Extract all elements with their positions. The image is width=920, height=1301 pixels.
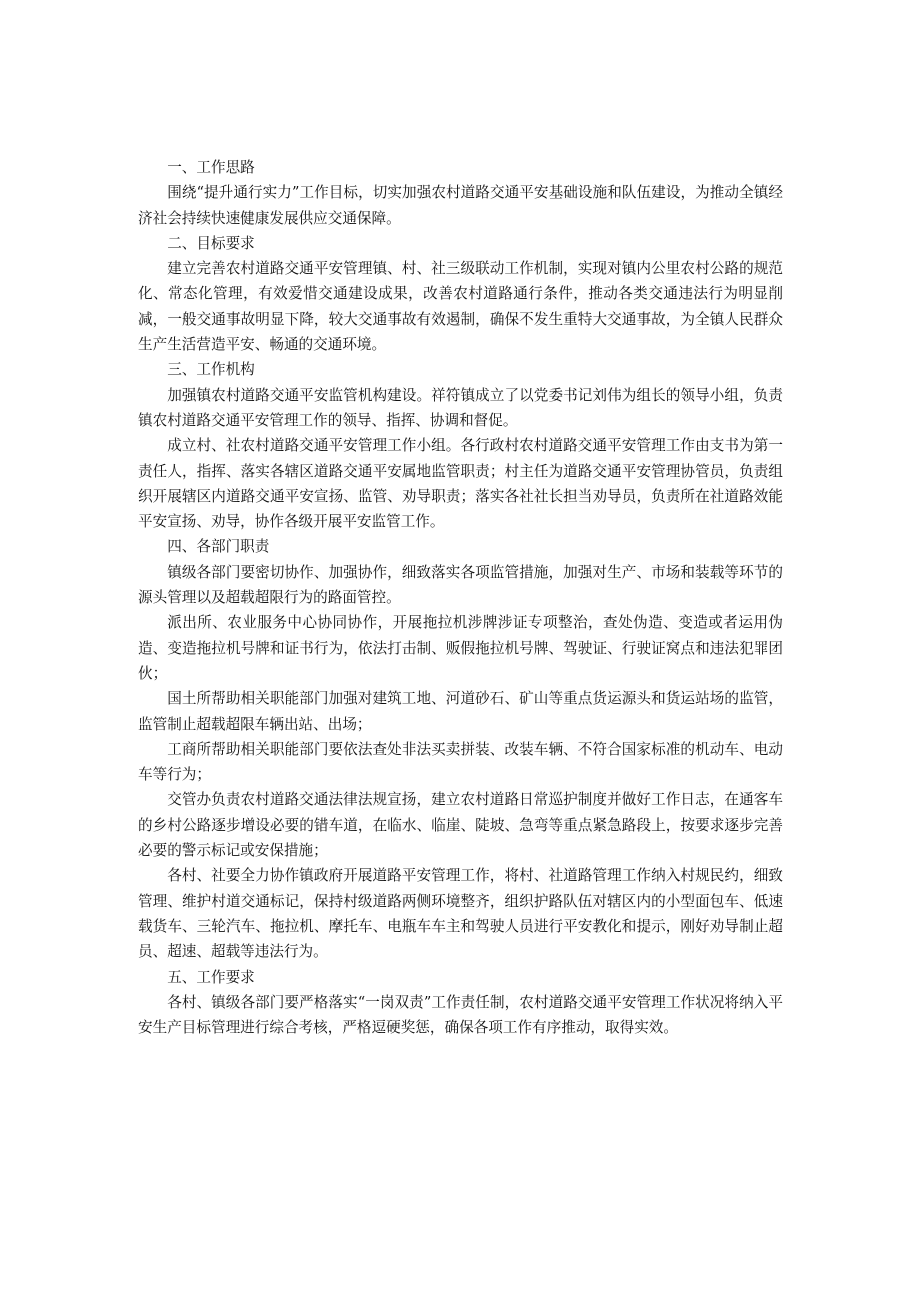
document-body <box>138 155 783 1040</box>
paragraph-requirements: 各村、镇级各部门要严格落实“一岗双责”工作责任制，农村道路交通平安管理工作状况将纳入平安生产目标管理进行综合考核，严格逗硬奖惩，确保各项工作有序推动，取得实效。 <box>138 993 783 1037</box>
section-heading-goals: 二、目标要求 <box>167 234 255 252</box>
paragraph-land-office: 国土所帮助相关职能部门加强对建筑工地、河道砂石、矿山等重点货运源头和货运站场的监管，监管制止超载超限车辆出站、出场； <box>138 690 783 733</box>
paragraph-work-approach: 围绕“提升通行实力”工作目标，切实加强农村道路交通平安基础设施和队伍建设，为推动全镇经济社会持续快速健康发展供应交通保障。 <box>138 184 783 227</box>
paragraph-goals: 建立完善农村道路交通平安管理镇、村、社三级联动工作机制，实现对镇内公里农村公路的规范化、常态化管理，有效爱惜交通建设成果，改善农村道路通行条件，推动各类交通违法行为明显削减，一般交通事故明显下降，较大交通事故有效遏制，确保不发生重特大交通事故，为全镇人民群众生产生活营造平安、畅通的交通环境。 <box>138 260 783 354</box>
paragraph-leading-group: 加强镇农村道路交通平安监管机构建设。祥符镇成立了以党委书记刘伟为组长的领导小组，负责镇农村道路交通平安管理工作的领导、指挥、协调和督促。 <box>138 386 783 429</box>
paragraph-commerce-office: 工商所帮助相关职能部门要依法查处非法买卖拼装、改装车辆、不符合国家标准的机动车、电动车等行为； <box>138 740 783 784</box>
paragraph-town-departments: 镇级各部门要密切协作、加强协作，细致落实各项监管措施，加强对生产、市场和装载等环节的源头管理以及超载超限行为的路面管控。 <box>138 563 783 607</box>
section-heading-work-approach: 一、工作思路 <box>167 159 255 176</box>
section-heading-organization: 三、工作机构 <box>167 361 255 379</box>
section-heading-department-duties: 四、各部门职责 <box>167 538 270 556</box>
section-heading-requirements: 五、工作要求 <box>167 968 255 986</box>
paragraph-traffic-office: 交管办负责农村道路交通法律法规宣扬，建立农村道路日常巡护制度并做好工作日志，在通客车的乡村公路逐步增设必要的错车道，在临水、临崖、陡坡、急弯等重点紧急路段上，按要求逐步完善必要的警示标记或安保措施； <box>138 791 783 860</box>
paragraph-police-agriculture: 派出所、农业服务中心协同协作，开展拖拉机涉牌涉证专项整治，查处伪造、变造或者运用伪造、变造拖拉机号牌和证书行为，依法打击制、贩假拖拉机号牌、驾驶证、行驶证窝点和违法犯罪团伙； <box>138 614 783 682</box>
paragraph-villages: 各村、社要全力协作镇政府开展道路平安管理工作，将村、社道路管理工作纳入村规民约，细致管理、维护村道交通标记，保持村级道路两侧环境整齐，组织护路队伍对辖区内的小型面包车、低速载货车、三轮汽车、拖拉机、摩托车、电瓶车车主和驾驶人员进行平安教化和提示，刚好劝导制止超员、超速、超载等违法行为。 <box>138 867 783 961</box>
paragraph-village-group: 成立村、社农村道路交通平安管理工作小组。各行政村农村道路交通平安管理工作由支书为第一责任人，指挥、落实各辖区道路交通平安属地监管职责；村主任为道路交通平安管理协管员，负责组织开展辖区内道路交通平安宣扬、监管、劝导职责；落实各社社长担当劝导员，负责所在社道路效能平安宣扬、劝导，协作各级开展平安监管工作。 <box>138 437 783 531</box>
